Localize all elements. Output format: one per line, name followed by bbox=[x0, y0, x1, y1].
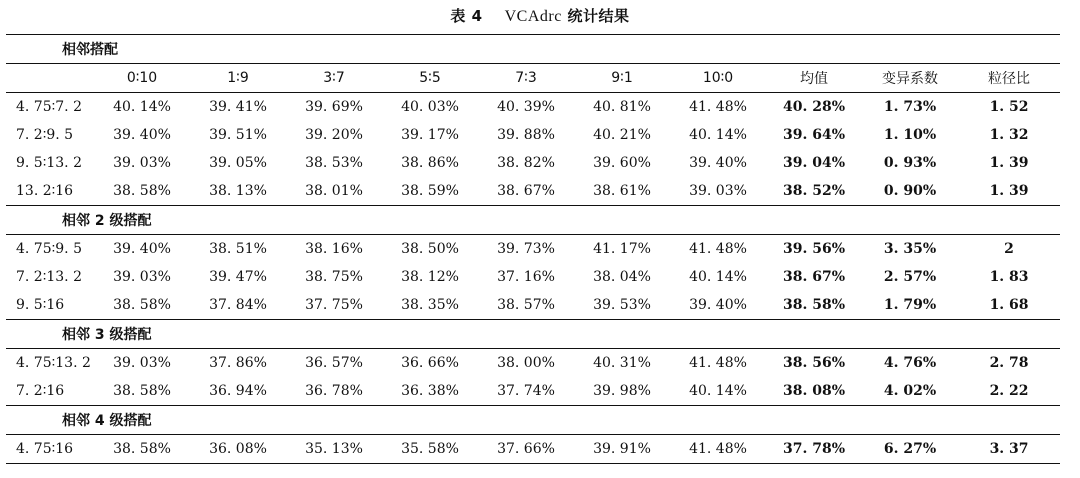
value-cell: 39. 98% bbox=[593, 383, 651, 399]
value-cell: 39. 03% bbox=[113, 155, 171, 171]
cv-cell: 1. 79% bbox=[883, 297, 937, 313]
value-cell: 36. 57% bbox=[286, 349, 382, 378]
value-cell: 40. 81% bbox=[574, 93, 670, 122]
ratio-cell: 2. 22 bbox=[989, 383, 1029, 399]
mean-cell: 38. 08% bbox=[782, 383, 845, 399]
mean-cell: 38. 67% bbox=[782, 269, 845, 285]
table-row bbox=[6, 235, 1060, 264]
value-cell: 39. 60% bbox=[593, 155, 651, 171]
mean-cell: 38. 58% bbox=[782, 297, 845, 313]
ratio-cell: 3. 37 bbox=[958, 435, 1060, 464]
row-label: 7. 2∶13. 2 bbox=[16, 269, 82, 285]
value-cell: 36. 38% bbox=[401, 383, 459, 399]
value-cell: 38. 00% bbox=[478, 349, 574, 378]
ratio-cell: 2. 78 bbox=[958, 349, 1060, 378]
cv-cell: 0. 93% bbox=[883, 155, 937, 171]
table-row bbox=[6, 349, 1060, 378]
ratio-cell: 1. 39 bbox=[989, 155, 1029, 171]
cv-cell: 6. 27% bbox=[862, 435, 958, 464]
group-row bbox=[6, 206, 1060, 235]
header-cell: 9∶1 bbox=[574, 64, 670, 93]
value-cell: 38. 86% bbox=[401, 155, 459, 171]
value-cell: 38. 16% bbox=[286, 235, 382, 264]
value-cell: 36. 08% bbox=[190, 435, 286, 464]
value-cell: 40. 31% bbox=[574, 349, 670, 378]
value-cell: 39. 53% bbox=[593, 297, 651, 313]
table-row bbox=[6, 263, 1060, 291]
group-title: 相邻 2 级搭配 bbox=[6, 206, 1060, 235]
value-cell: 38. 13% bbox=[209, 183, 267, 199]
table-row bbox=[6, 435, 1060, 464]
header-cell: 均值 bbox=[766, 64, 862, 93]
table-row bbox=[6, 177, 1060, 206]
group-title: 相邻 4 级搭配 bbox=[6, 406, 1060, 435]
statistics-table bbox=[6, 34, 1060, 464]
value-cell: 39. 47% bbox=[209, 269, 267, 285]
value-cell: 37. 84% bbox=[209, 297, 267, 313]
value-cell: 39. 51% bbox=[209, 127, 267, 143]
value-cell: 39. 91% bbox=[574, 435, 670, 464]
value-cell: 36. 94% bbox=[209, 383, 267, 399]
header-cell: 1∶9 bbox=[190, 64, 286, 93]
value-cell: 38. 53% bbox=[305, 155, 363, 171]
value-cell: 41. 48% bbox=[670, 93, 766, 122]
row-label: 7. 2∶16 bbox=[16, 383, 65, 399]
header-cell: 粒径比 bbox=[958, 64, 1060, 93]
value-cell: 38. 01% bbox=[305, 183, 363, 199]
value-cell: 36. 78% bbox=[305, 383, 363, 399]
value-cell: 40. 21% bbox=[593, 127, 651, 143]
value-cell: 38. 35% bbox=[401, 297, 459, 313]
value-cell: 38. 57% bbox=[497, 297, 555, 313]
header-row bbox=[6, 64, 1060, 93]
value-cell: 37. 86% bbox=[190, 349, 286, 378]
mean-cell: 39. 04% bbox=[782, 155, 845, 171]
row-label: 7. 2∶9. 5 bbox=[16, 127, 74, 143]
value-cell: 39. 88% bbox=[497, 127, 555, 143]
header-cell: 3∶7 bbox=[286, 64, 382, 93]
value-cell: 40. 03% bbox=[382, 93, 478, 122]
table-row bbox=[6, 291, 1060, 320]
ratio-cell: 1. 52 bbox=[958, 93, 1060, 122]
value-cell: 37. 66% bbox=[478, 435, 574, 464]
group-row bbox=[6, 406, 1060, 435]
value-cell: 38. 58% bbox=[94, 435, 190, 464]
mean-cell: 39. 56% bbox=[766, 235, 862, 264]
header-cell: 变异系数 bbox=[862, 64, 958, 93]
value-cell: 38. 67% bbox=[497, 183, 555, 199]
value-cell: 41. 48% bbox=[670, 435, 766, 464]
value-cell: 38. 12% bbox=[401, 269, 459, 285]
header-cell: 10∶0 bbox=[670, 64, 766, 93]
value-cell: 36. 66% bbox=[382, 349, 478, 378]
row-label: 4. 75∶7. 2 bbox=[6, 93, 94, 122]
value-cell: 38. 50% bbox=[382, 235, 478, 264]
mean-cell: 39. 64% bbox=[782, 127, 845, 143]
header-cell: 7∶3 bbox=[478, 64, 574, 93]
row-label: 9. 5∶16 bbox=[16, 297, 65, 313]
group-title: 相邻 3 级搭配 bbox=[6, 320, 1060, 349]
cv-cell: 3. 35% bbox=[862, 235, 958, 264]
header-cell: 5∶5 bbox=[382, 64, 478, 93]
cv-cell: 0. 90% bbox=[883, 183, 937, 199]
value-cell: 38. 04% bbox=[593, 269, 651, 285]
value-cell: 39. 20% bbox=[305, 127, 363, 143]
row-label: 13. 2∶16 bbox=[16, 183, 74, 199]
mean-cell: 40. 28% bbox=[766, 93, 862, 122]
cv-cell: 4. 76% bbox=[862, 349, 958, 378]
value-cell: 40. 14% bbox=[94, 93, 190, 122]
value-cell: 39. 17% bbox=[401, 127, 459, 143]
value-cell: 38. 58% bbox=[113, 383, 171, 399]
cv-cell: 1. 10% bbox=[883, 127, 937, 143]
ratio-cell: 1. 39 bbox=[989, 183, 1029, 199]
header-cell-empty bbox=[6, 64, 94, 93]
group-row bbox=[6, 320, 1060, 349]
value-cell: 39. 69% bbox=[286, 93, 382, 122]
table-caption bbox=[0, 5, 1080, 26]
value-cell: 39. 03% bbox=[94, 349, 190, 378]
caption-abbr: VCAdrc bbox=[504, 8, 562, 25]
value-cell: 38. 59% bbox=[401, 183, 459, 199]
value-cell: 41. 48% bbox=[670, 349, 766, 378]
row-label: 4. 75∶13. 2 bbox=[6, 349, 94, 378]
row-label: 4. 75∶16 bbox=[6, 435, 94, 464]
value-cell: 39. 40% bbox=[113, 127, 171, 143]
cv-cell: 2. 57% bbox=[883, 269, 937, 285]
value-cell: 39. 41% bbox=[190, 93, 286, 122]
mean-cell: 38. 56% bbox=[766, 349, 862, 378]
value-cell: 37. 75% bbox=[305, 297, 363, 313]
value-cell: 40. 14% bbox=[689, 269, 747, 285]
group-row bbox=[6, 35, 1060, 64]
value-cell: 37. 74% bbox=[497, 383, 555, 399]
ratio-cell: 2 bbox=[958, 235, 1060, 264]
group-title: 相邻搭配 bbox=[6, 35, 1060, 64]
row-label: 9. 5∶13. 2 bbox=[16, 155, 82, 171]
value-cell: 39. 40% bbox=[689, 297, 747, 313]
ratio-cell: 1. 68 bbox=[989, 297, 1029, 313]
value-cell: 39. 73% bbox=[478, 235, 574, 264]
value-cell: 39. 03% bbox=[689, 183, 747, 199]
header-cell: 0∶10 bbox=[94, 64, 190, 93]
value-cell: 35. 13% bbox=[286, 435, 382, 464]
value-cell: 38. 75% bbox=[305, 269, 363, 285]
table-row bbox=[6, 377, 1060, 406]
value-cell: 40. 14% bbox=[689, 127, 747, 143]
caption-text: 统计结果 bbox=[567, 7, 630, 25]
mean-cell: 37. 78% bbox=[766, 435, 862, 464]
value-cell: 38. 61% bbox=[593, 183, 651, 199]
cv-cell: 1. 73% bbox=[862, 93, 958, 122]
value-cell: 38. 51% bbox=[190, 235, 286, 264]
cv-cell: 4. 02% bbox=[883, 383, 937, 399]
row-label: 4. 75∶9. 5 bbox=[6, 235, 94, 264]
value-cell: 41. 17% bbox=[574, 235, 670, 264]
value-cell: 38. 58% bbox=[113, 183, 171, 199]
value-cell: 40. 39% bbox=[478, 93, 574, 122]
value-cell: 39. 40% bbox=[689, 155, 747, 171]
ratio-cell: 1. 83 bbox=[989, 269, 1029, 285]
value-cell: 35. 58% bbox=[382, 435, 478, 464]
value-cell: 37. 16% bbox=[497, 269, 555, 285]
ratio-cell: 1. 32 bbox=[989, 127, 1029, 143]
table-row bbox=[6, 93, 1060, 122]
value-cell: 39. 03% bbox=[113, 269, 171, 285]
value-cell: 40. 14% bbox=[689, 383, 747, 399]
table-row bbox=[6, 121, 1060, 149]
value-cell: 38. 58% bbox=[113, 297, 171, 313]
value-cell: 39. 05% bbox=[209, 155, 267, 171]
value-cell: 39. 40% bbox=[94, 235, 190, 264]
mean-cell: 38. 52% bbox=[782, 183, 845, 199]
caption-label: 表 4 bbox=[450, 7, 483, 25]
value-cell: 41. 48% bbox=[670, 235, 766, 264]
value-cell: 38. 82% bbox=[497, 155, 555, 171]
table-row bbox=[6, 149, 1060, 177]
